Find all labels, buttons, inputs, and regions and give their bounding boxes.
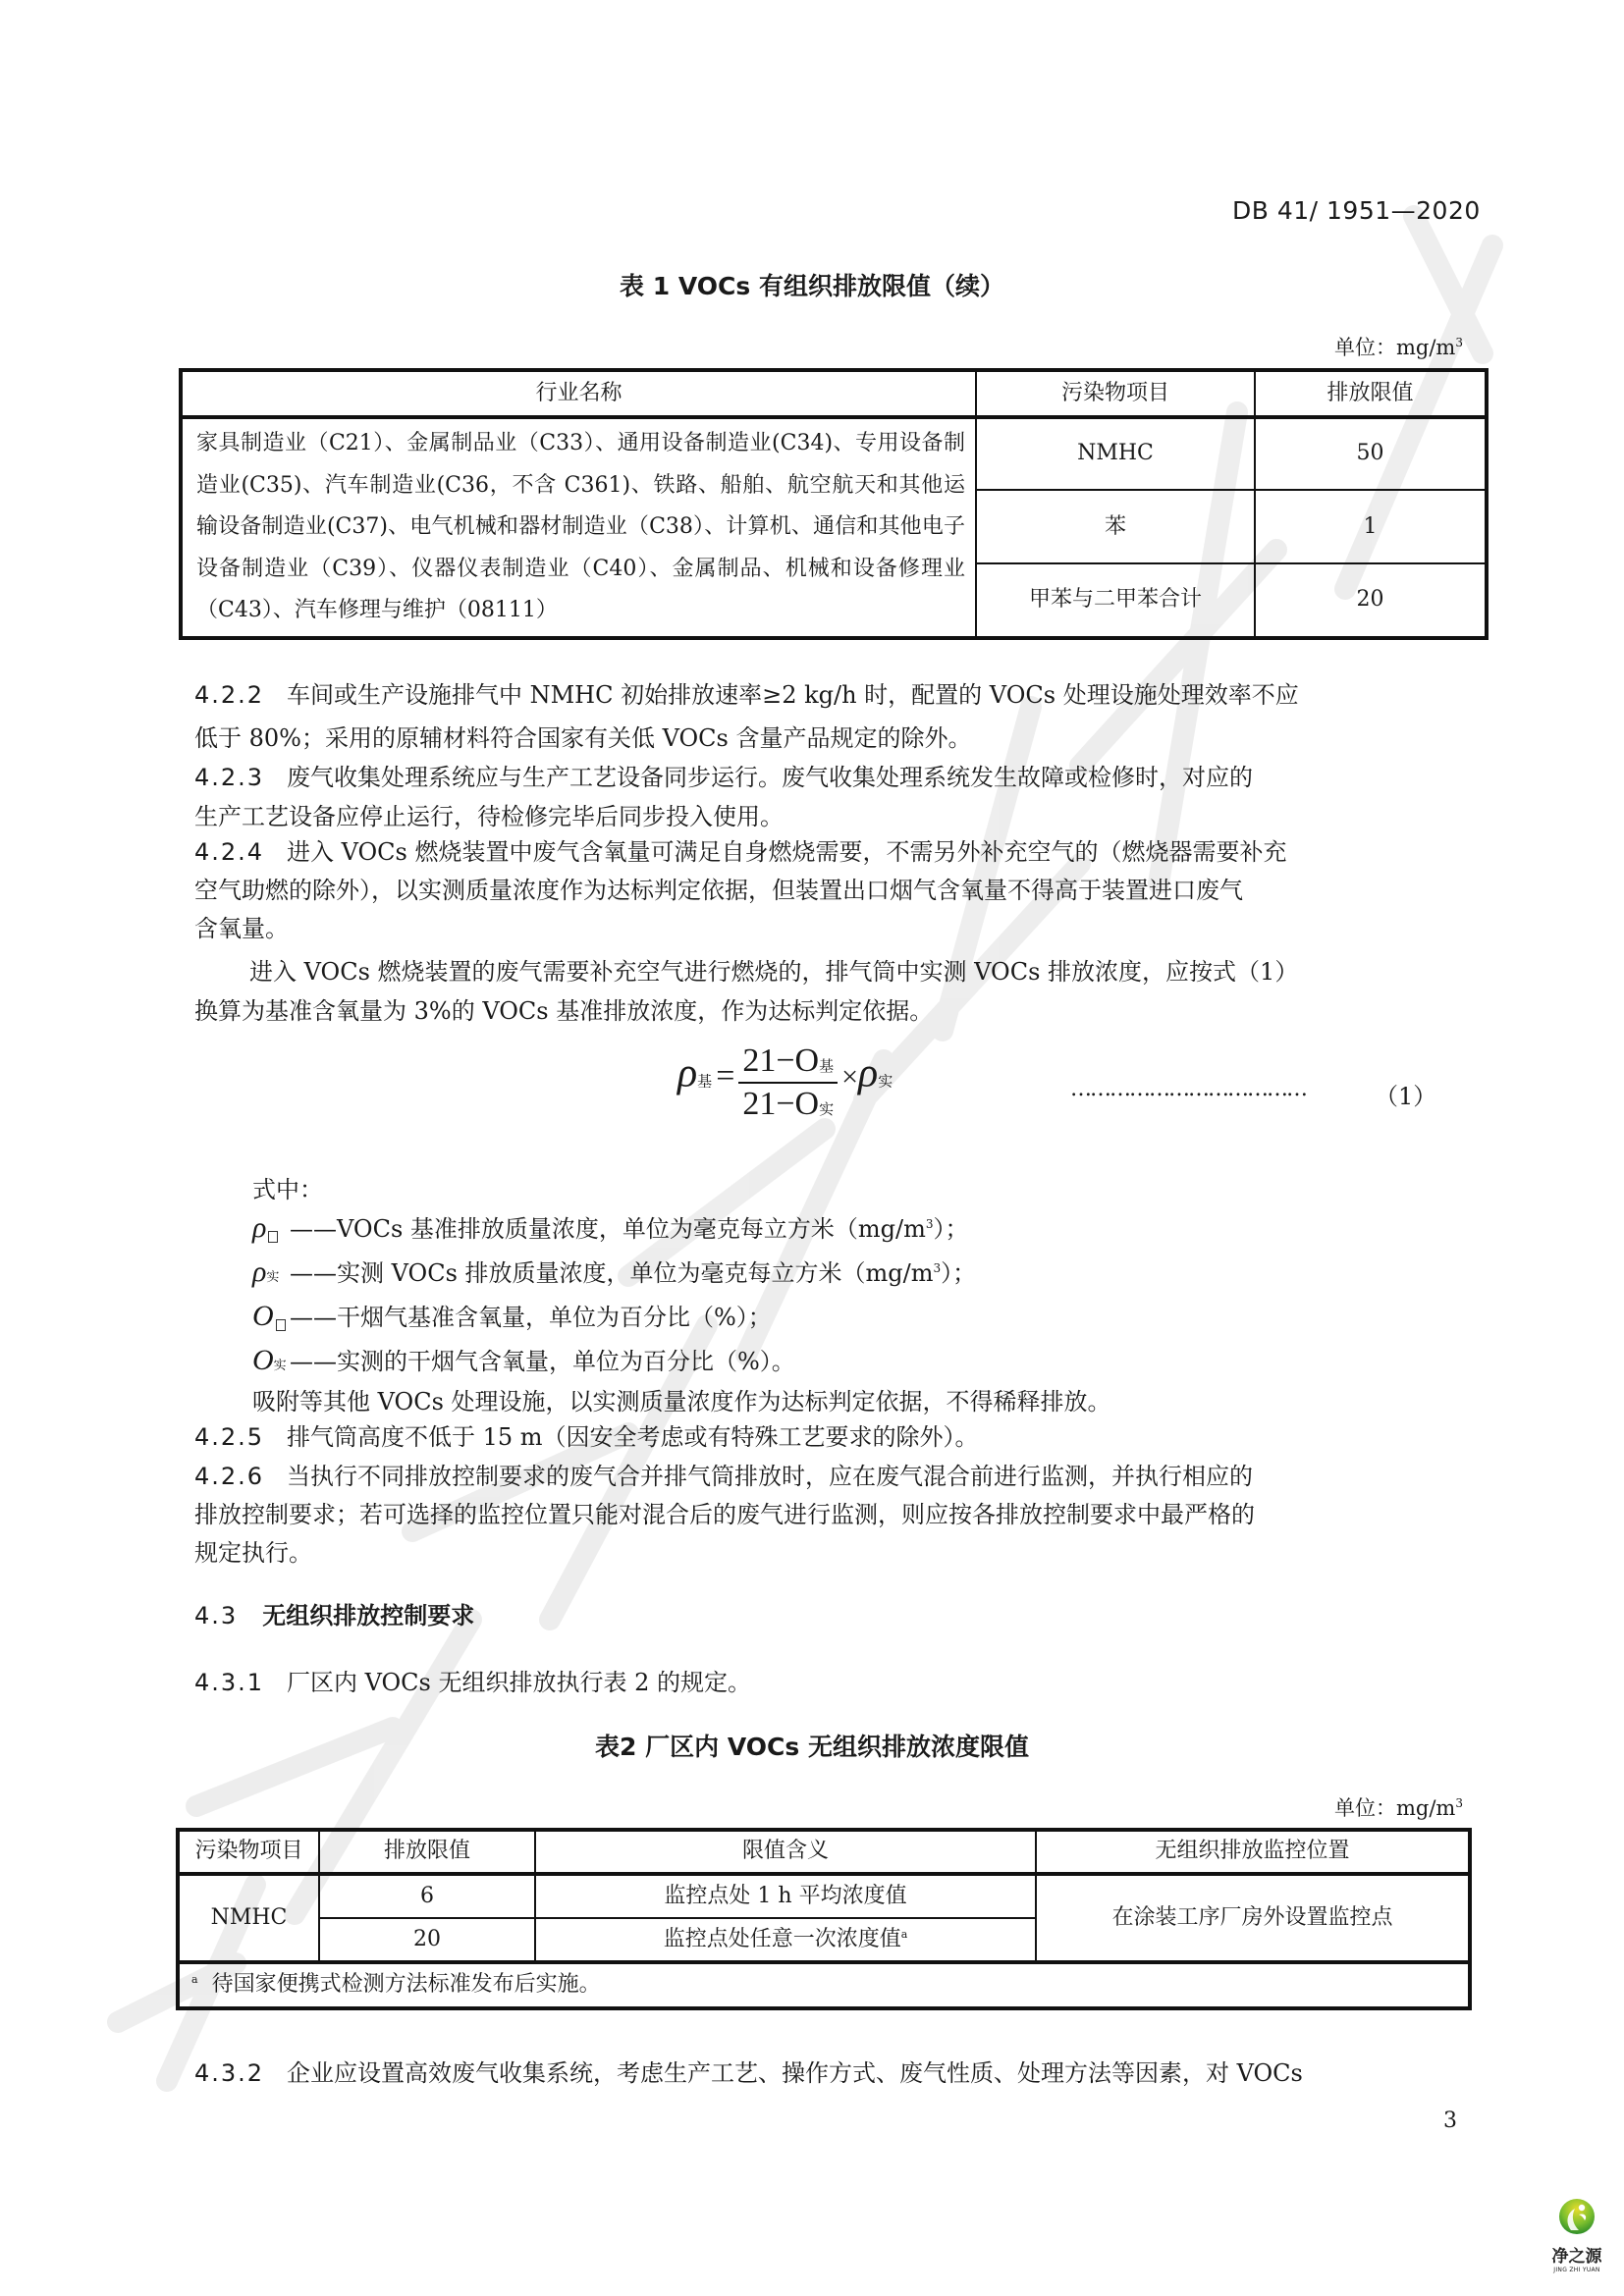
- missing-glyph-box: [268, 1231, 278, 1243]
- definition-text: ——实测的干烟气含氧量，单位为百分比（%）。: [290, 1348, 795, 1375]
- location-cell: 在涂装工序厂房外设置监控点: [1036, 1874, 1470, 1962]
- col-header-pollutant: 污染物项目: [976, 370, 1255, 417]
- meaning-cell: 监控点处 1 h 平均浓度值: [535, 1874, 1036, 1918]
- definition-item: [252, 1342, 795, 1377]
- formula-1: [677, 1042, 893, 1123]
- clause-text: 排气筒高度不低于 15 m（因安全考虑或有特殊工艺要求的除外）。: [286, 1423, 979, 1451]
- unit-exponent: 3: [1455, 336, 1463, 349]
- where-label: 式中：: [252, 1176, 323, 1203]
- times-sign: ×: [841, 1060, 859, 1094]
- equation-number: （1）: [1375, 1083, 1437, 1110]
- exponent: 3: [925, 1217, 934, 1231]
- clause-4-2-4: [194, 832, 1287, 872]
- col-header-location: 无组织排放监控位置: [1036, 1830, 1470, 1874]
- exponent: 3: [933, 1261, 942, 1275]
- table2-footnote-row: [178, 1962, 1470, 2008]
- definition-text: ——VOCs 基准排放质量浓度，单位为毫克每立方米（mg/m: [290, 1215, 926, 1243]
- where-after-text: 吸附等其他 VOCs 处理设施，以实测质量浓度作为达标判定依据，不得稀释排放。: [252, 1388, 1111, 1415]
- clause-number: 4.2.5: [194, 1423, 265, 1451]
- clause-text: 当执行不同排放控制要求的废气合并排气筒排放时，应在废气混合前进行监测，并执行相应的: [286, 1463, 1253, 1490]
- logo-chinese-name: 净之源: [1551, 2247, 1602, 2267]
- clause-number: 4.3.2: [194, 2059, 265, 2087]
- clause-text: 进入 VOCs 燃烧装置中废气含氧量可满足自身燃烧需要，不需另外补充空气的（燃烧器需要补充: [286, 838, 1287, 866]
- rho-symbol: ρ: [677, 1050, 698, 1096]
- clause-4-2-6: [194, 1457, 1253, 1496]
- table2-unit: [1276, 1792, 1463, 1822]
- subscript: 实: [273, 1359, 287, 1373]
- limit-cell: 6: [319, 1874, 535, 1918]
- section-4-3-heading: [194, 1596, 474, 1635]
- clause-number: 4.2.2: [194, 681, 265, 709]
- definition-item: [252, 1254, 976, 1289]
- clause-text: 企业应设置高效废气收集系统，考虑生产工艺、操作方式、废气性质、处理方法等因素，对 VOCs: [286, 2059, 1303, 2087]
- table2-title: 表2 厂区内 VOCs 无组织排放浓度限值: [595, 1733, 1029, 1761]
- symbol-letter: ρ: [252, 1211, 267, 1244]
- definition-tail: ）；: [933, 1215, 969, 1243]
- subscript: 基: [697, 1072, 713, 1091]
- clause-text: 厂区内 VOCs 无组织排放执行表 2 的规定。: [286, 1669, 752, 1696]
- clause-4-2-4-para2-line1: 进入 VOCs 燃烧装置的废气需要补充空气进行燃烧的，排气筒中实测 VOCs 排放浓度，应按式（1）: [249, 958, 1299, 986]
- subscript: 实: [878, 1072, 893, 1091]
- leaf-logo-icon: [1557, 2197, 1597, 2236]
- denominator-text: 21−O: [742, 1086, 820, 1122]
- unit-label: 单位：mg/m: [1334, 336, 1456, 359]
- clause-4-2-2-cont: 低于 80%；采用的原辅材料符合国家有关低 VOCs 含量产品规定的除外。: [194, 724, 972, 752]
- clause-4-2-2: [194, 675, 1299, 715]
- limit-cell: 1: [1255, 490, 1487, 563]
- definition-text: ——实测 VOCs 排放质量浓度，单位为毫克每立方米（mg/m: [290, 1259, 934, 1287]
- denominator: [738, 1084, 838, 1123]
- symbol: [252, 1255, 290, 1289]
- formula-leader-dots: ………………………………: [1070, 1077, 1306, 1101]
- subscript: 实: [819, 1100, 835, 1118]
- pollutant-cell: NMHC: [178, 1874, 319, 1962]
- symbol: [252, 1344, 290, 1377]
- limit-cell: 20: [1255, 563, 1487, 637]
- table-row: [178, 1874, 1470, 1918]
- col-header-limit: 排放限值: [1255, 370, 1487, 417]
- definition-item: [252, 1298, 772, 1333]
- numerator-text: 21−O: [742, 1042, 820, 1079]
- subscript: 基: [819, 1057, 835, 1075]
- clause-4-2-6-cont2: 规定执行。: [194, 1539, 312, 1567]
- brand-logo: [1545, 2197, 1608, 2273]
- pollutant-cell: 甲苯与二甲苯合计: [976, 563, 1255, 637]
- table1: [179, 368, 1489, 640]
- clause-number: 4.2.3: [194, 764, 265, 791]
- definition-tail: ）；: [941, 1259, 977, 1287]
- table2-header-row: [178, 1830, 1470, 1874]
- col-header-industry: 行业名称: [181, 370, 976, 417]
- meaning-text: 监控点处任意一次浓度值: [663, 1926, 901, 1951]
- pollutant-cell: 苯: [976, 490, 1255, 563]
- logo-english-name: JING ZHI YUAN: [1553, 2267, 1600, 2273]
- clause-4-2-6-cont1: 排放控制要求；若可选择的监控位置只能对混合后的废气进行监测，则应按各排放控制要求中最严格的: [194, 1501, 1255, 1528]
- clause-4-2-5: [194, 1417, 979, 1457]
- table1-title: 表 1 VOCs 有组织排放限值（续）: [620, 272, 1004, 300]
- subscript: 实: [266, 1270, 280, 1285]
- numerator: [738, 1042, 838, 1084]
- clause-text: 车间或生产设施排气中 NMHC 初始排放速率≥2 kg/h 时，配置的 VOCs 处理设施处理效率不应: [286, 681, 1299, 709]
- clause-4-2-4-para2-line2: 换算为基准含氧量为 3%的 VOCs 基准排放浓度，作为达标判定依据。: [194, 997, 934, 1025]
- table1-header-row: [181, 370, 1487, 417]
- clause-4-2-3-cont: 生产工艺设备应停止运行，待检修完毕后同步投入使用。: [194, 803, 784, 830]
- unit-label: 单位：mg/m: [1334, 1796, 1456, 1820]
- unit-exponent: 3: [1455, 1796, 1463, 1810]
- footnote-cell: [178, 1962, 1470, 2008]
- table1-unit: [1276, 332, 1463, 361]
- clause-text: 废气收集处理系统应与生产工艺设备同步运行。废气收集处理系统发生故障或检修时，对应的: [286, 764, 1253, 791]
- section-number: 4.3: [194, 1602, 239, 1629]
- pollutant-cell: NMHC: [976, 417, 1255, 490]
- table-row: [181, 417, 1487, 490]
- clause-number: 4.2.6: [194, 1463, 265, 1490]
- symbol: [252, 1211, 290, 1245]
- fraction: [738, 1042, 838, 1123]
- limit-cell: 50: [1255, 417, 1487, 490]
- clause-4-3-1: [194, 1663, 751, 1702]
- meaning-cell: [535, 1918, 1036, 1962]
- clause-number: 4.2.4: [194, 838, 265, 866]
- clause-4-2-3: [194, 758, 1253, 797]
- footnote-marker: a: [191, 1973, 198, 1987]
- col-header-meaning: 限值含义: [535, 1830, 1036, 1874]
- missing-glyph-box: [276, 1319, 286, 1331]
- clause-number: 4.3.1: [194, 1669, 265, 1696]
- rho-symbol: ρ: [858, 1050, 879, 1096]
- footnote-text: 待国家便携式检测方法标准发布后实施。: [211, 1972, 601, 1998]
- table2: [176, 1828, 1472, 2010]
- clause-4-2-4-cont1: 空气助燃的除外），以实测质量浓度作为达标判定依据，但装置出口烟气含氧量不得高于装置进口废气: [194, 877, 1243, 904]
- clause-4-3-2: [194, 2054, 1303, 2093]
- page-number: 3: [1443, 2109, 1457, 2133]
- industry-cell: 家具制造业（C21）、金属制品业（C33）、通用设备制造业(C34)、专用设备制造业(C35)、汽车制造业(C36，不含 C361)、铁路、船舶、航空航天和其他运输设备制造业(C37)、电气机械和器材制造业（C38）、计算机、通信和其他电子设备制造业（C39）、仪器仪表制造业（C40）、金属制品、机械和设备修理业（C43）、汽车修理与维护（08111）: [181, 417, 976, 638]
- document-code: DB 41/ 1951—2020: [1232, 196, 1481, 225]
- col-header-pollutant: 污染物项目: [178, 1830, 319, 1874]
- equals-sign: =: [716, 1057, 735, 1095]
- definition-item: [252, 1209, 969, 1245]
- symbol-letter: ρ: [252, 1255, 267, 1288]
- symbol: [252, 1300, 290, 1333]
- section-title: 无组织排放控制要求: [262, 1602, 475, 1629]
- col-header-limit: 排放限值: [319, 1830, 535, 1874]
- footnote-marker: a: [900, 1927, 908, 1941]
- symbol-letter: O: [252, 1344, 274, 1376]
- clause-4-2-4-cont2: 含氧量。: [194, 915, 289, 942]
- limit-cell: 20: [319, 1918, 535, 1962]
- symbol-letter: O: [252, 1300, 274, 1332]
- definition-text: ——干烟气基准含氧量，单位为百分比（%）；: [290, 1304, 772, 1331]
